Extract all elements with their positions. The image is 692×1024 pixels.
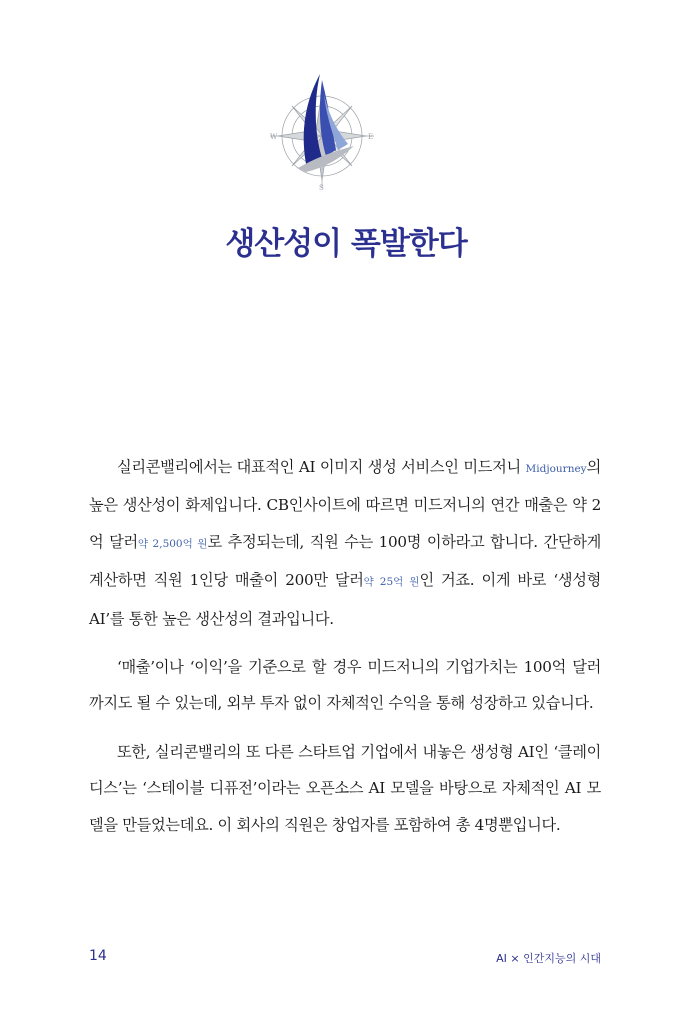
compass-west-label: W — [270, 133, 278, 141]
paragraph-text: ‘매출’이나 ‘이익’을 기준으로 할 경우 미드저니의 기업가치는 100억 달러까지도 될 수 있는데, 외부 투자 없이 자체적인 수익을 통해 성장하고 있습니다. — [89, 658, 601, 713]
inline-note: Midjourney — [525, 463, 587, 475]
paragraph — [89, 734, 601, 843]
book-title: AI × 인간지능의 시대 — [496, 952, 601, 965]
paragraph-text: 의 높은 생산성이 화제입니다. CB인사이트에 따르면 미드저니의 연간 매출은 약 2억 달러 — [89, 458, 601, 551]
paragraph-text: 실리콘밸리에서는 대표적인 AI 이미지 생성 서비스인 미드저니 — [117, 458, 526, 476]
compass-south-label: S — [319, 184, 324, 192]
paragraph — [89, 449, 601, 637]
paragraph-text: 인 거죠. 이게 바로 ‘생성형 AI’를 통한 높은 생산성의 결과입니다. — [89, 571, 601, 628]
inline-note: 약 2,500억 원 — [137, 537, 208, 550]
page-number: 14 — [89, 948, 107, 964]
inline-note: 약 25억 원 — [363, 576, 420, 589]
compass-sail-emblem — [262, 70, 382, 192]
paragraph-text: 로 추정되는데, 직원 수는 100명 이하라고 합니다. 간단하게 계산하면 직원 1인당 매출이 200만 달러 — [89, 532, 601, 590]
chapter-title: 생산성이 폭발한다 — [225, 226, 467, 262]
compass-east-label: E — [368, 133, 374, 141]
paragraph-text: 또한, 실리콘밸리의 또 다른 스타트업 기업에서 내놓은 생성형 AI인 ‘클레이디스’는 ‘스테이블 디퓨전’이라는 오픈소스 AI 모델을 바탕으로 자체적인 AI 모델을 만들었는데요. 이 회사의 직원은 창업자를 포함하여 총 4명뿐입니다. — [89, 742, 601, 834]
paragraph — [89, 649, 601, 722]
body-text — [89, 449, 601, 843]
